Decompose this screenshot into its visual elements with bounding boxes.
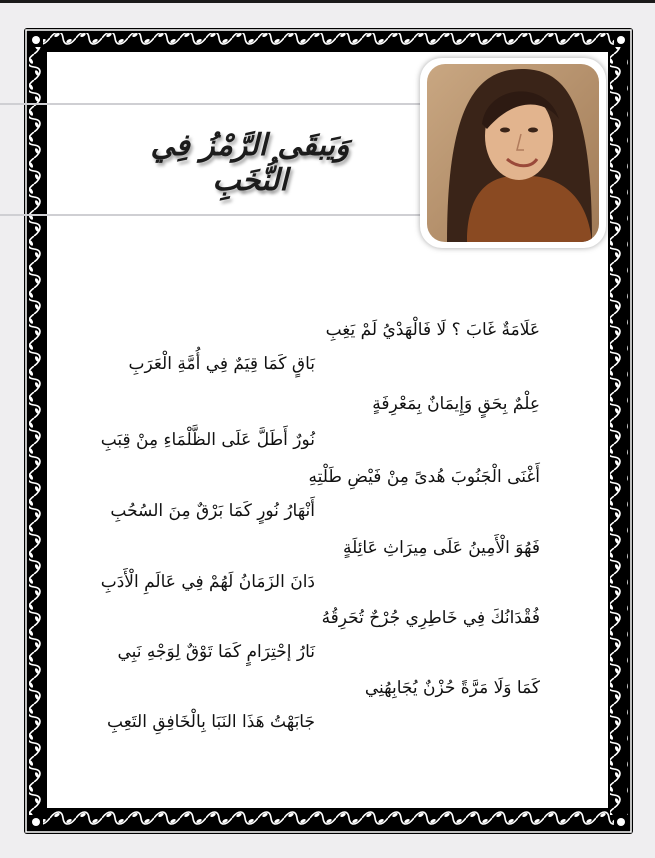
top-border-line (0, 0, 655, 3)
divider-bottom (0, 214, 420, 216)
verse-line: أَنْهَارُ نُورٍ كَمَا بَرْقٌ مِنَ السُحُبِ (110, 501, 315, 521)
divider-top (0, 103, 420, 105)
verse-line: دَانَ الزَمَانُ لَهُمْ فِي عَالَمِ الْأَدَبِ (100, 572, 315, 592)
verse-line: نُورٌ أَطَلَّ عَلَى الظَّلْمَاءِ مِنْ قِبَبِ (100, 430, 315, 450)
verse-line: أَغْنَى الْجَنُوبَ هُدىً مِنْ فَيْضِ طَلْتِهِ (308, 467, 540, 487)
portrait-painting-icon (427, 64, 599, 242)
verse-line: كَمَا وَلَا مَرَّةً حُزْنٌ يُجَابِهُنِي (364, 678, 540, 698)
verse-line: جَابَهْتُ هَذَا النَبَا بِالْخَافِقِ التَعِبِ (107, 712, 315, 732)
verse-line: نَارُ إحْتِرَامٍ كَمَا تَوْقٌ لِوَجْهِ نَبِي (117, 642, 315, 662)
verse-line: بَاقٍ كَمَا قِيَمٌ فِي أُمَّةِ الْعَرَبِ (128, 354, 315, 374)
verse-line: فُقْدَانُكَ فِي خَاطِرِي جُرْحٌ تُحَرِقُهُ (321, 608, 540, 628)
portrait-frame (420, 58, 606, 248)
poem-title: وَيَبقَى الرَّمْزُ فِي النُّخَبِ (150, 128, 350, 198)
verse-line: عِلْمٌ بِحَقٍ وَإِيمَانٌ بِمَعْرِفَةٍ (372, 394, 540, 414)
verse-line: عَلَامَةٌ غَابَ ؟ لَا فَالْهَدْيُ لَمْ يَغِبِ (325, 320, 540, 340)
verse-line: فَهُوَ الْأَمِينُ عَلَى مِيرَاثِ عَائِلَةٍ (342, 538, 540, 558)
